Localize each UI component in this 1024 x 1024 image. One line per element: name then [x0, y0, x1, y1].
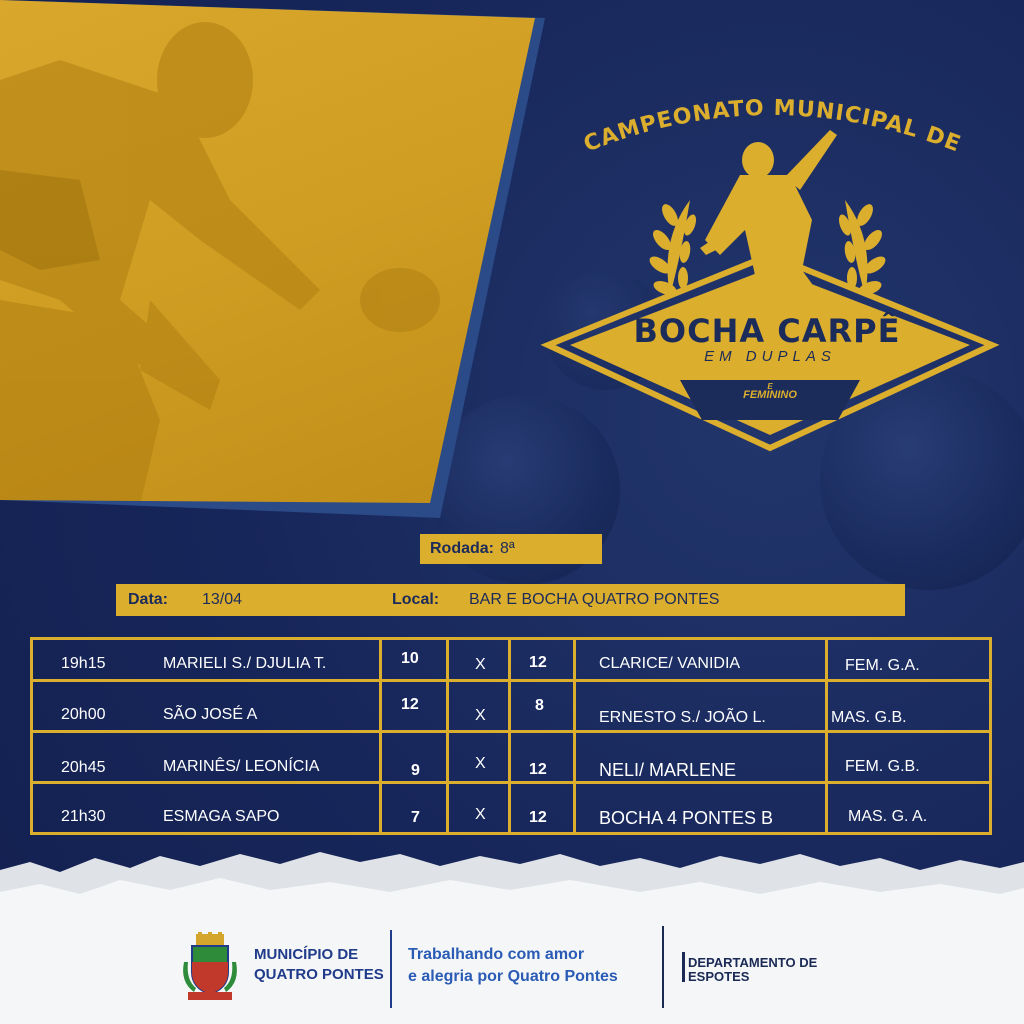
score-a: 10 — [401, 650, 419, 667]
slogan — [408, 944, 618, 988]
event-subtitle: EM DUPLAS — [704, 348, 836, 365]
event-title: BOCHA CARPÊ — [633, 312, 901, 350]
team-a: SÃO JOSÉ A — [163, 706, 258, 723]
municipality-line-1: MUNICÍPIO DE — [254, 946, 359, 963]
slogan-line-1: Trabalhando com amor — [408, 946, 585, 963]
laurel-left-icon — [647, 200, 699, 298]
round-value: 8ª — [500, 540, 515, 557]
versus: X — [475, 806, 486, 823]
event-logo — [540, 80, 1000, 460]
versus: X — [475, 707, 486, 724]
score-b: 12 — [529, 809, 547, 826]
department-line-1: DEPARTAMENTO DE — [688, 955, 818, 970]
match-table — [30, 637, 992, 835]
table-row — [33, 640, 989, 682]
category-and: E — [767, 382, 773, 391]
category-female: FEMININO — [743, 389, 797, 401]
municipality-name — [254, 945, 384, 985]
footer — [0, 850, 1024, 1024]
table-row — [33, 784, 989, 832]
team-b: BOCHA 4 PONTES B — [599, 808, 774, 828]
date-location-bar — [116, 584, 905, 616]
round-bar — [420, 534, 602, 564]
score-a: 9 — [411, 762, 420, 779]
score-a: 7 — [411, 809, 420, 826]
match-group: FEM. G.A. — [845, 657, 920, 674]
team-a: ESMAGA SAPO — [163, 808, 280, 825]
match-time: 20h45 — [61, 759, 106, 776]
department-name — [688, 956, 817, 984]
category-male: MASCULINO — [736, 369, 804, 381]
date-value: 13/04 — [202, 591, 243, 608]
table-row — [33, 733, 989, 784]
match-time: 20h00 — [61, 706, 106, 723]
date-label: Data: — [128, 591, 169, 608]
municipal-crest-icon — [180, 932, 240, 1002]
team-a: MARINÊS/ LEONÍCIA — [163, 758, 320, 775]
match-time: 19h15 — [61, 655, 106, 672]
department-line-2: ESPOTES — [688, 969, 750, 984]
municipality-line-2: QUATRO PONTES — [254, 966, 384, 983]
round-label: Rodada: — [430, 540, 494, 557]
score-b: 8 — [535, 697, 544, 714]
logo-emblem — [540, 80, 1000, 460]
department-accent-bar — [682, 952, 685, 982]
team-b: ERNESTO S./ JOÃO L. — [599, 709, 766, 726]
team-b: CLARICE/ VANIDIA — [599, 655, 741, 672]
match-group: MAS. G. A. — [848, 808, 928, 825]
match-group: MAS. G.B. — [831, 709, 907, 726]
slogan-line-2: e alegria por Quatro Pontes — [408, 968, 618, 985]
score-a: 12 — [401, 696, 419, 713]
event-arc-title: CAMPEONATO MUNICIPAL DE — [580, 95, 965, 158]
score-b: 12 — [529, 761, 547, 778]
torn-paper-edge — [0, 850, 1024, 1024]
score-b: 12 — [529, 654, 547, 671]
versus: X — [475, 755, 486, 772]
team-a: MARIELI S./ DJULIA T. — [163, 655, 327, 672]
team-b: NELI/ MARLENE — [599, 760, 737, 780]
footer-divider — [390, 930, 392, 1008]
match-time: 21h30 — [61, 808, 106, 825]
footer-divider — [662, 926, 664, 1008]
location-value: BAR E BOCHA QUATRO PONTES — [469, 591, 720, 608]
location-label: Local: — [392, 591, 440, 608]
table-row — [33, 682, 989, 733]
versus: X — [475, 656, 486, 673]
match-group: FEM. G.B. — [845, 758, 920, 775]
